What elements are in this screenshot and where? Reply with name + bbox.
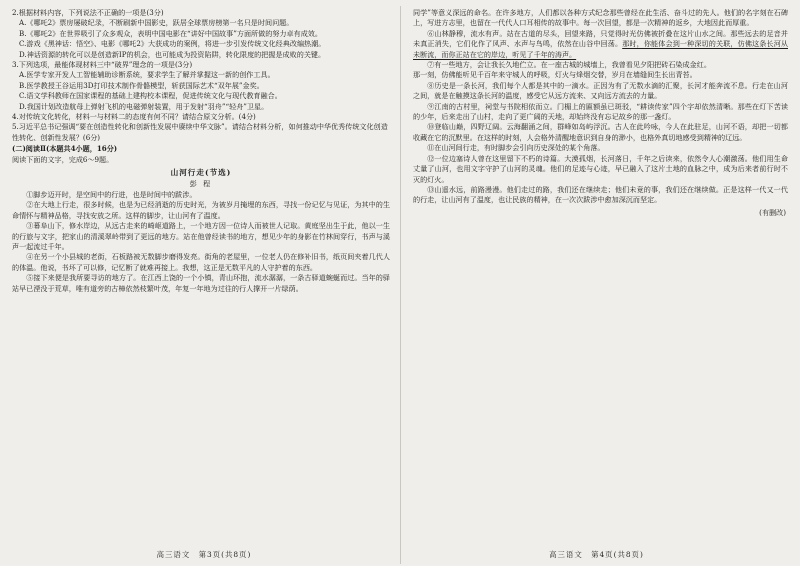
essay-paragraph-5: ⑤接下来便是我所要寻访的地方了。在江西上饶的一个小镇，青山环抱，流水潺潺，一条古驿道蜿蜒而过。当年的驿站早已湮没于荒草，唯有道旁的古樟依然枝繁叶茂，年复一年地为过往的行人撑开一片绿荫。 [12,273,390,293]
question-2-option-b: B.《哪吒2》在世界吸引了众多观众，表明中国电影在“讲好中国故事”方面所做的努力卓有成效。 [19,28,322,38]
essay-paragraph-7: ⑦有一些地方，会让我长久地伫立。在一座古城的城墙上，我曾看见夕阳把砖石染成金红。 [427,60,711,70]
reading-instruction: 阅读下面的文字，完成6～9题。 [12,154,114,164]
exam-page-3 [8,6,400,564]
page-4-footer: 高三语文 第4页(共8页) [549,550,644,559]
essay-paragraph-7-cont: 那一刻，仿佛能听见千百年来守城人的呼吸，灯火与烽烟交替，岁月在墙缝间生长出青苔。 [413,70,697,80]
essay-paragraph-1: ①脚步迈开时，是空间中的行进，也是时间中的跋涉。 [26,189,197,199]
question-2-option-d: D.神话资源的转化可以是创造新IP的机会，也可能成为投资陷阱，转化限度的把握是成败的关键。 [19,49,326,59]
page-3-footer: 高三语文 第3页(共8页) [156,550,252,559]
essay-paragraph-12: ⑫一位边塞诗人曾在这里留下不朽的诗篇。大漠孤烟，长河落日，千年之后读来，依然令人心潮激荡。他们用生命丈量了山河，也用文字守护了山河的灵魂。他们的足迹与心迹，早已融入了这片土地的血脉之中，成为后来者前行时不灭的灯火。 [413,153,788,184]
essay-paragraph-11: ⑪在山河间行走，有时脚步会引向历史深处的某个角落。 [427,143,605,153]
essay-paragraph-6 [413,29,788,60]
source-note: (有删改) [759,207,786,217]
essay-paragraph-3: ③幕阜山下，修水岸边，从远古走来的崎岖道路上，一个地方因一位诗人而被世人记取。黄庭坚出生于此，他以一生的行旅与文字，把家山的清溪翠岭带到了更远的地方。站在他曾经读书的地方，想见少年的身影在竹林间穿行，书声与溪声一起流过千年。 [12,221,390,251]
essay-paragraph-4: ④在另一个小县城的老街，石板路被无数脚步磨得发亮。街角的老屋里，一位老人仍在修补旧书，纸页间夹着几代人的体温。他说，书坏了可以修，记忆断了就难再接上。我想，这正是无数平凡的人守护着的东西。 [12,252,390,272]
essay-author: 彭 程 [189,178,213,188]
exam-page-4 [400,6,792,564]
question-3-option-d: D.我国计划改造航母上弹射飞机的电磁弹射装置，用于发射“羽舟”“轻舟”卫星。 [19,101,269,111]
question-2-option-c: C.游戏《黑神话：悟空》、电影《哪吒2》大获成功的案例，将进一步引发传统文化经典改编热潮。 [19,39,326,49]
essay-paragraph-2: ②在大地上行走，很多时候，也是为已经消逝的历史时光，为被岁月掩埋的东西，寻找一份记忆与见证，为其中的生命情怀与精神品格，寻找安放之所。这样的脚步，让山河有了温度。 [12,200,390,220]
essay-paragraph-8: ⑧历史是一条长河，我们每个人都是其中的一滴水。正因为有了无数水滴的汇聚，长河才能奔流不息。行走在山河之间，就是在触摸这条长河的温度，感受它从远方流来、又向远方流去的力量。 [413,80,788,101]
question-3-option-b: B.医学教授王谷运用3D打印技术制作骨骼模型，斩获国际艺术“双年展”金奖。 [19,80,264,90]
essay-paragraph-10: ⑩登临山巅，四野辽阔。云海翻涌之间，群峰如岛屿浮沉。古人在此吟咏，今人在此驻足，山河不语，却把一切都收藏在它的沉默里。在这样的时刻，人会格外清醒地意识到自身的渺小，也格外真切地感受到精神的辽远。 [413,122,788,142]
essay-paragraph-5-cont: 同学”等意义深远的命名。在许多地方，人们都以各种方式纪念那些曾经在此生活、奋斗过的先人。他们的名字刻在石碑上，写进方志里，也留在一代代人口耳相传的故事中。每一次回望，都是一次精神的返乡，大地因此而厚重。 [413,8,788,28]
question-3-stem: 3.下列选项，最能体现材料三中“破界”理念的一项是(3分) [12,60,193,70]
section-heading: (二)阅读Ⅱ(本题共4小题，16分) [12,144,118,154]
page-4-content [413,8,788,218]
question-2-stem: 2.根据材料内容，下列说法不正确的一项是(3分) [12,8,164,17]
underlined-sentence: 那时，你能体会到一种深切的关联，仿佛这条长河从未断流，而你正站在它的岸边，听见了千年的涛声。 [413,39,789,59]
question-2-option-a: A.《哪吒2》票房屡破纪录，不断刷新中国影史，跃居全球票房榜第一名只是时间问题。 [19,18,294,28]
question-4: 4.对传统文化转化，材料一与材料二的态度有何不同？请结合原文分析。(4分) [12,112,256,122]
essay-title: 山河行走(节选) [170,168,232,178]
essay-paragraph-9: ⑨江南的古村里，祠堂与书院相依而立。门楣上的匾额虽已斑驳，“耕读传家”四个字却依然清晰。那些在灯下苦读的少年，后来走出了山村，走向了更广阔的天地，却始终没有忘记故乡的那一盏灯。 [413,101,788,122]
essay-paragraph-6-text: ⑥山林静穆，流水有声。站在古道的尽头，回望来路，只觉得时光仿佛被折叠在这片山水之间。那些远去的足音并未真正消失，它们化作了风声、水声与鸟鸣，依然在山谷中回荡。 [413,28,788,49]
essay-paragraph-13: ⑬山遥水远，前路漫漫。他们走过的路，我们还在继续走；他们未竟的事，我们还在继续做。正是这样一代又一代的行走，让山河有了温度，也让民族的精神，在一次次跋涉中愈加深沉而坚定。 [413,184,788,205]
question-5: 5.习近平总书记强调“要在创造性转化和创新性发展中赓续中华文脉”。请结合材料分析，如何推动中华优秀传统文化创造性转化、创新性发展？(6分) [12,122,388,142]
page-3-content [12,8,390,294]
question-3-option-a: A.医学专家开发人工智能辅助诊断系统，要求学生了解并掌握这一新的创作工具。 [19,70,275,80]
question-3-option-c: C.语文学科教师在国家课程的基础上建构校本课程，促进传统文化与现代教育融合。 [19,91,282,101]
